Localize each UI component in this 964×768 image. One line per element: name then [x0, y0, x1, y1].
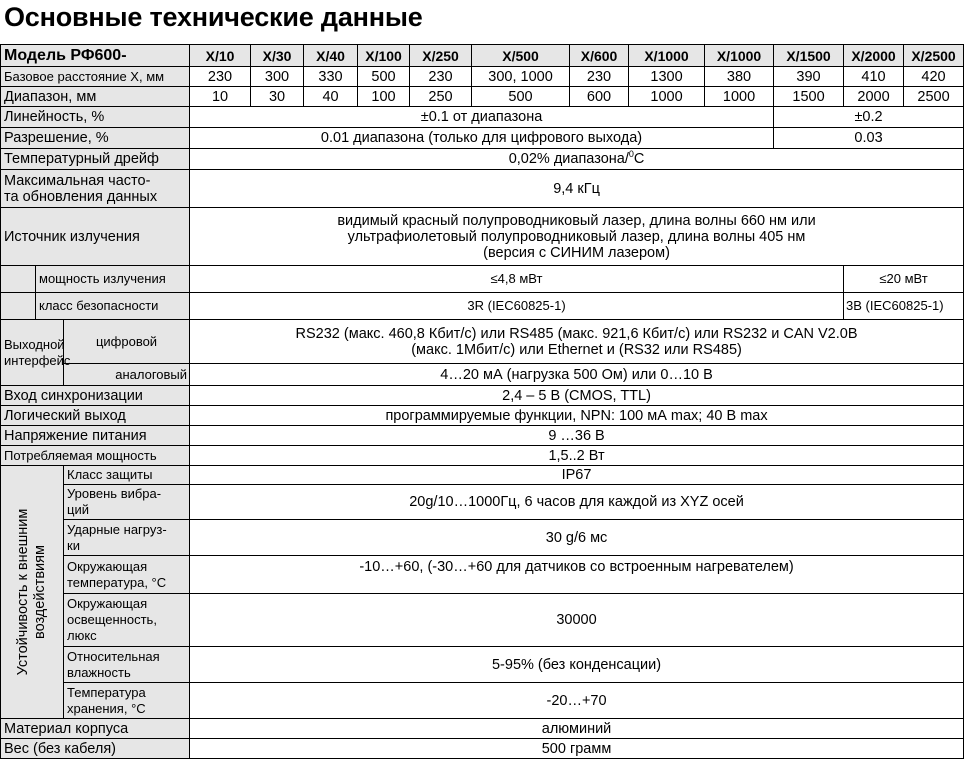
- value-cell: 420: [904, 67, 964, 87]
- table-row: [1, 107, 964, 128]
- max-freq-value: 9,4 кГц: [190, 170, 964, 208]
- logic-value: программируемые функции, NPN: 100 мА max; 40 В max: [190, 406, 964, 426]
- storage-temp-value: -20…+70: [190, 683, 964, 719]
- protection-value: IP67: [190, 466, 964, 485]
- value-cell: 500: [358, 67, 410, 87]
- value-cell: 230: [570, 67, 629, 87]
- table-row: [1, 647, 964, 683]
- row-label: Потребляемая мощность: [1, 446, 190, 466]
- value-cell: 230: [410, 67, 472, 87]
- power-value-blue: ≤20 мВт: [844, 266, 964, 293]
- model-cell: X/30: [251, 45, 304, 67]
- row-label: Источник излучения: [1, 208, 190, 266]
- table-row: [1, 594, 964, 647]
- supply-value: 9 …36 В: [190, 426, 964, 446]
- row-label: [64, 594, 190, 647]
- model-cell: X/10: [190, 45, 251, 67]
- row-label: Вход синхронизации: [1, 386, 190, 406]
- table-row: [1, 128, 964, 149]
- humidity-value: 5-95% (без конденсации): [190, 647, 964, 683]
- temp-drift-value: [190, 149, 964, 170]
- value-cell: 1300: [629, 67, 705, 87]
- safety-value-blue: 3B (IEC60825-1): [844, 293, 964, 320]
- linearity-value: ±0.1 от диапазона: [190, 107, 774, 128]
- model-label: Модель РФ600-: [1, 45, 190, 67]
- table-row: [1, 485, 964, 520]
- model-cell: X/40: [304, 45, 358, 67]
- label-line: Окружающая: [67, 558, 148, 574]
- table-row: [1, 719, 964, 739]
- indent-cell: [1, 293, 36, 320]
- temp-drift-text: 0,02% диапазона/: [508, 151, 629, 167]
- row-label: Диапазон, мм: [1, 87, 190, 107]
- row-label: Линейность, %: [1, 107, 190, 128]
- housing-value: алюминий: [190, 719, 964, 739]
- table-row: [1, 466, 964, 485]
- model-cell: X/2000: [844, 45, 904, 67]
- label-line: Ударные нагруз-: [67, 521, 167, 537]
- row-label: Вес (без кабеля): [1, 739, 190, 759]
- label-line: люкс: [67, 628, 97, 643]
- label-line: температура, °С: [67, 574, 167, 590]
- vertical-label: [15, 509, 49, 676]
- value-cell: 10: [190, 87, 251, 107]
- row-label: [64, 683, 190, 719]
- value-cell: 300, 1000: [472, 67, 570, 87]
- environment-group-label: [1, 466, 64, 719]
- source-line: (версия с СИНИМ лазером): [483, 244, 670, 261]
- table-row: [1, 320, 964, 364]
- value-cell: 500: [472, 87, 570, 107]
- model-cell: X/1000: [629, 45, 705, 67]
- value-cell: 380: [705, 67, 774, 87]
- table-row: [1, 149, 964, 170]
- value-cell: 2000: [844, 87, 904, 107]
- row-label: [64, 647, 190, 683]
- shock-value: 30 g/6 мс: [190, 520, 964, 556]
- label-line: Устойчивость к внешним: [15, 508, 31, 676]
- vibration-value: 20g/10…1000Гц, 6 часов для каждой из XYZ осей: [190, 485, 964, 520]
- illumination-value: 30000: [190, 594, 964, 647]
- degree-sup: 0: [628, 149, 634, 160]
- value-cell: 390: [774, 67, 844, 87]
- label-line: Относительная: [67, 648, 160, 664]
- table-row: [1, 683, 964, 719]
- ambient-temp-value: -10…+60, (-30…+60 для датчиков со встроенным нагревателем): [190, 556, 964, 594]
- source-value: [190, 208, 964, 266]
- value-cell: 250: [410, 87, 472, 107]
- page-title: Основные технические данные: [4, 2, 423, 32]
- temp-drift-unit: C: [633, 151, 645, 167]
- value-cell: 230: [190, 67, 251, 87]
- output-analog-value: 4…20 мА (нагрузка 500 Ом) или 0…10 В: [190, 364, 964, 386]
- row-label: Базовое расстояние X, мм: [1, 67, 190, 87]
- safety-value: 3R (IEC60825-1): [190, 293, 844, 320]
- label-line: влажность: [67, 664, 131, 680]
- label-line: ки: [67, 537, 80, 553]
- label-line: освещенность,: [67, 612, 157, 627]
- row-label: класс безопасности: [36, 293, 190, 320]
- model-cell: X/2500: [904, 45, 964, 67]
- output-group-label: [1, 320, 71, 386]
- model-cell: X/1000: [705, 45, 774, 67]
- value-cell: 2500: [904, 87, 964, 107]
- table-row: [1, 87, 964, 107]
- table-row: [1, 266, 964, 293]
- row-label: Класс защиты: [64, 466, 190, 485]
- value-cell: 100: [358, 87, 410, 107]
- table-row: [1, 67, 964, 87]
- label-line: воздействиям: [32, 545, 48, 639]
- model-cell: X/500: [472, 45, 570, 67]
- power-value: ≤4,8 мВт: [190, 266, 844, 293]
- table-row: [1, 208, 964, 266]
- resolution-value-extended: 0.03: [774, 128, 964, 149]
- row-label: Разрешение, %: [1, 128, 190, 149]
- label-line: та обновления данных: [4, 188, 158, 205]
- table-header-row: [1, 45, 964, 67]
- sync-value: 2,4 – 5 В (CMOS, TTL): [190, 386, 964, 406]
- table-row: [1, 406, 964, 426]
- row-label: Температурный дрейф: [1, 149, 190, 170]
- row-label: Логический выход: [1, 406, 190, 426]
- label-line: Уровень вибра-: [67, 486, 162, 501]
- linearity-value-extended: ±0.2: [774, 107, 964, 128]
- value-cell: 1000: [629, 87, 705, 107]
- label-line: интерфейс: [4, 352, 71, 368]
- model-cell: X/600: [570, 45, 629, 67]
- digital-line: RS232 (макс. 460,8 Кбит/с) или RS485 (макс. 921,6 Кбит/с) или RS232 и CAN V2.0B: [295, 325, 858, 342]
- table-row: [1, 556, 964, 594]
- output-analog-label: аналоговый: [64, 364, 190, 386]
- value-cell: 600: [570, 87, 629, 107]
- model-cell: X/250: [410, 45, 472, 67]
- source-line: видимый красный полупроводниковый лазер, длина волны 660 нм или: [337, 212, 816, 229]
- value-cell: 1500: [774, 87, 844, 107]
- spec-table: [0, 44, 964, 759]
- value-cell: 410: [844, 67, 904, 87]
- table-row: [1, 426, 964, 446]
- table-row: [1, 739, 964, 759]
- output-digital-value: [190, 320, 964, 364]
- row-label: [64, 556, 190, 594]
- row-label: [64, 485, 190, 520]
- digital-line: (макс. 1Мбит/с) или Ethernet и (RS32 или RS485): [411, 341, 742, 358]
- weight-value: 500 грамм: [190, 739, 964, 759]
- model-cell: X/1500: [774, 45, 844, 67]
- row-label: мощность излучения: [36, 266, 190, 293]
- row-label: Материал корпуса: [1, 719, 190, 739]
- table-row: [1, 364, 964, 386]
- label-line: Окружающая: [67, 596, 148, 611]
- consumption-value: 1,5..2 Вт: [190, 446, 964, 466]
- label-line: Максимальная часто-: [4, 172, 151, 189]
- label-line: Выходной: [4, 336, 65, 352]
- table-row: [1, 446, 964, 466]
- resolution-value: 0.01 диапазона (только для цифрового выхода): [190, 128, 774, 149]
- table-row: [1, 386, 964, 406]
- row-label: [1, 170, 190, 208]
- source-line: ультрафиолетовый полупроводниковый лазер, длина волны 405 нм: [347, 228, 806, 245]
- label-line: ций: [67, 502, 89, 517]
- value-cell: 30: [251, 87, 304, 107]
- value-cell: 330: [304, 67, 358, 87]
- value-cell: 1000: [705, 87, 774, 107]
- row-label: [64, 520, 190, 556]
- output-digital-label: цифровой: [64, 320, 190, 364]
- model-cell: X/100: [358, 45, 410, 67]
- row-label: Напряжение питания: [1, 426, 190, 446]
- table-row: [1, 170, 964, 208]
- value-cell: 40: [304, 87, 358, 107]
- indent-cell: [1, 266, 36, 293]
- label-line: Температура: [67, 684, 146, 700]
- table-row: [1, 520, 964, 556]
- table-row: [1, 293, 964, 320]
- value-cell: 300: [251, 67, 304, 87]
- label-line: хранения, °С: [67, 700, 146, 716]
